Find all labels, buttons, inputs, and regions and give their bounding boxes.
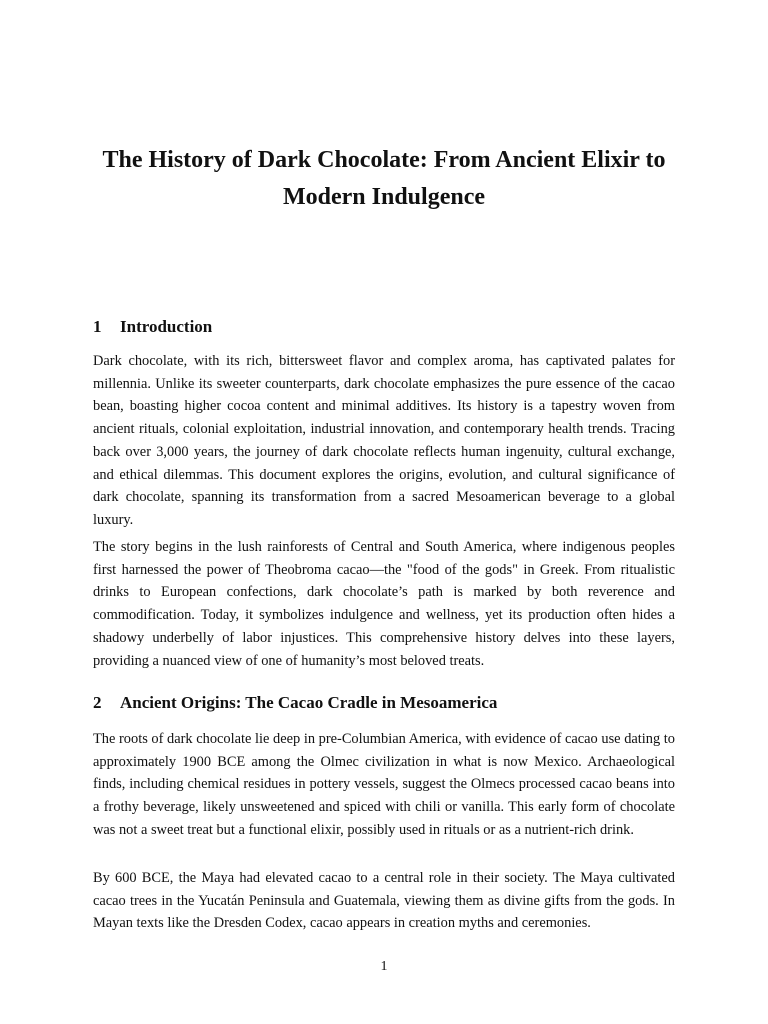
page-number: 1: [380, 959, 388, 974]
section-title: Introduction: [120, 317, 213, 336]
section-number: 2: [93, 693, 102, 712]
section-title: Ancient Origins: The Cacao Cradle in Mesoamerica: [120, 693, 498, 712]
section-heading-introduction: [93, 316, 677, 338]
paragraph: The roots of dark chocolate lie deep in pre-Columbian America, with evidence of cacao use dating to approximately 1900 BCE among the Olmec civilization in what is now Mexico. Archaeological finds, including chemical residues in pottery vessels, suggest the Olmecs processed cacao beans into a frothy beverage, likely unsweetened and spiced with chili or vanilla. This early form of chocolate was not a sweet treat but a functional elixir, possibly used in rituals or as a nutrient-rich drink.: [93, 731, 675, 838]
paragraph: Dark chocolate, with its rich, bittersweet flavor and complex aroma, has captivated palates for millennia. Unlike its sweeter counterparts, dark chocolate emphasizes the pure essence of the cacao bean, boasting higher cocoa content and minimal additives. Its history is a tapestry woven from ancient rituals, colonial exploitation, industrial innovation, and contemporary health trends. Tracing back over 3,000 years, the journey of dark chocolate reflects human ingenuity, cultural exchange, and ethical dilemmas. This document explores the origins, evolution, and cultural significance of dark chocolate, spanning its transformation from a sacred Mesoamerican beverage to a global luxury.: [93, 353, 675, 528]
section-heading-ancient-origins: [93, 692, 677, 714]
paragraph: The story begins in the lush rainforests of Central and South America, where indigenous peoples first harnessed the power of Theobroma cacao—the "food of the gods" in Greek. From ritualistic drinks to European confections, dark chocolate’s path is marked by both reverence and commodification. Today, it symbolizes indulgence and wellness, yet its production often hides a shadowy underbelly of labor injustices. This comprehensive history delves into these layers, providing a nuanced view of one of humanity’s most beloved treats.: [93, 539, 675, 669]
paragraph: By 600 BCE, the Maya had elevated cacao to a central role in their society. The Maya cultivated cacao trees in the Yucatán Peninsula and Guatemala, viewing them as divine gifts from the gods. In Mayan texts like the Dresden Codex, cacao appears in creation myths and ceremonies.: [93, 870, 675, 932]
section-number: 1: [93, 317, 102, 336]
document-title: The History of Dark Chocolate: From Ancient Elixir to Modern Indulgence: [102, 147, 666, 210]
